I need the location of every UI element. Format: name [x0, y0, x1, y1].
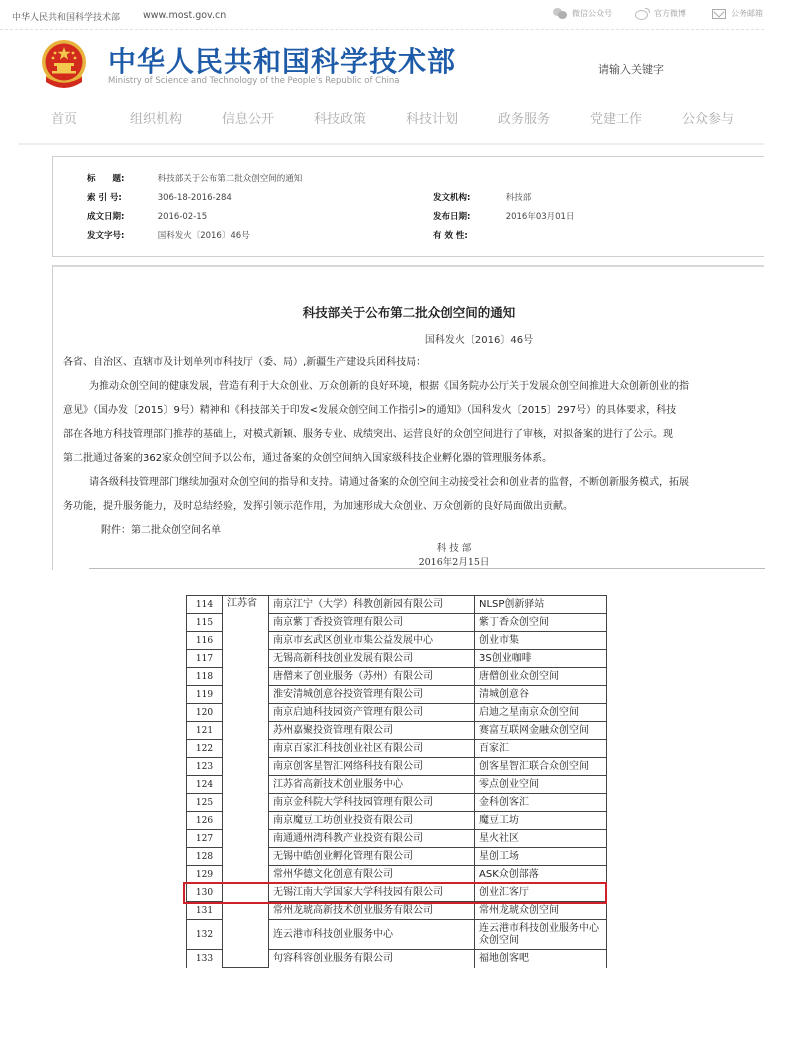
wechat-label: 微信公众号 — [572, 9, 612, 18]
mail-link[interactable] — [712, 8, 763, 19]
meta-date-label: 成文日期: — [87, 212, 125, 222]
space-name-cell: 魔豆工坊 — [475, 812, 607, 830]
main-nav — [0, 108, 802, 128]
wechat-icon — [553, 8, 567, 19]
space-name-cell: 创业汇客厅 — [475, 884, 607, 902]
meta-issuer-row — [433, 191, 531, 203]
article-paragraph-line: 为推动众创空间的健康发展，营造有利于大众创业、万众创新的良好环境，根据《国务院办公厅关于发展众创空间推进大众创新创业的指 — [89, 381, 689, 392]
space-name-cell: 常州龙琥众创空间 — [475, 902, 607, 920]
article-paragraph-line: 意见》（国办发〔2015〕9号）精神和《科技部关于印发<发展众创空间工作指引>的通知》（国科发火〔2015〕297号）的具体要求，科技 — [63, 405, 677, 416]
nav-item-plans[interactable]: 科技计划 — [406, 112, 459, 127]
article-paragraph-line: 部在各地方科技管理部门推荐的基础上，对模式新颖、服务专业、成绩突出、运营良好的众创空间进行了审核，对拟备案的进行了公示。现 — [63, 429, 673, 440]
organization-cell: 句容科容创业服务有限公司 — [269, 950, 475, 968]
meta-docno-row — [87, 229, 250, 241]
row-number: 119 — [187, 686, 223, 704]
site-url[interactable]: www.most.gov.cn — [143, 10, 227, 21]
nav-item-policy[interactable]: 科技政策 — [314, 112, 367, 127]
meta-title-value: 科技部关于公布第二批众创空间的通知 — [157, 174, 303, 184]
article-paragraph-line: 请各级科技管理部门继续加强对众创空间的指导和支持。请通过备案的众创空间主动接受社会和创业者的监督，不断创新服务模式，拓展 — [89, 477, 689, 488]
row-number: 126 — [187, 812, 223, 830]
site-logo-subtitle: Ministry of Science and Technology of the People's Republic of China — [108, 76, 400, 86]
space-name-cell: 赛富互联网金融众创空间 — [475, 722, 607, 740]
row-number: 123 — [187, 758, 223, 776]
search-input[interactable]: 请输入关键字 — [598, 63, 664, 76]
space-name-cell: 唐僧创业众创空间 — [475, 668, 607, 686]
article-salutation: 各省、自治区、直辖市及计划单列市科技厅（委、局）,新疆生产建设兵团科技局： — [63, 357, 427, 368]
space-name-cell: 清城创意谷 — [475, 686, 607, 704]
incubator-table — [186, 595, 607, 968]
mail-icon — [712, 9, 726, 19]
article-bottom-divider — [89, 568, 765, 569]
space-name-cell: 星创工场 — [475, 848, 607, 866]
province-cell: 江苏省 — [223, 596, 269, 968]
space-name-cell: 连云港市科技创业服务中心众创空间 — [475, 920, 607, 950]
article-doc-number: 国科发火〔2016〕46号 — [424, 335, 534, 346]
nav-item-information[interactable]: 信息公开 — [222, 112, 275, 127]
space-name-cell: 金科创客汇 — [475, 794, 607, 812]
article-signature: 科 技 部 — [436, 543, 472, 554]
nav-item-services[interactable]: 政务服务 — [498, 112, 551, 127]
meta-docno-label: 发文字号: — [87, 231, 125, 241]
space-name-cell: 创业市集 — [475, 632, 607, 650]
article-sign-date: 2016年2月15日 — [418, 557, 490, 568]
row-number: 124 — [187, 776, 223, 794]
space-name-cell: 零点创业空间 — [475, 776, 607, 794]
site-name: 中华人民共和国科学技术部 — [12, 13, 121, 23]
organization-cell: 无锡中皓创业孵化管理有限公司 — [269, 848, 475, 866]
organization-cell: 南京启迪科技园资产管理有限公司 — [269, 704, 475, 722]
weibo-icon — [635, 8, 649, 19]
meta-issuer-value: 科技部 — [505, 193, 532, 203]
meta-index-label: 索 引 号: — [87, 193, 122, 203]
organization-cell: 常州龙琥高新技术创业服务有限公司 — [269, 902, 475, 920]
row-number: 118 — [187, 668, 223, 686]
nav-divider — [18, 143, 764, 145]
row-number: 128 — [187, 848, 223, 866]
wechat-link[interactable] — [553, 8, 612, 19]
organization-cell: 南京百家汇科技创业社区有限公司 — [269, 740, 475, 758]
meta-title-label: 标 题: — [87, 174, 125, 184]
row-number: 117 — [187, 650, 223, 668]
row-number: 114 — [187, 596, 223, 614]
meta-docno-value: 国科发火〔2016〕46号 — [157, 231, 250, 241]
row-number: 116 — [187, 632, 223, 650]
weibo-label: 官方微博 — [654, 9, 686, 18]
organization-cell: 江苏省高新技术创业服务中心 — [269, 776, 475, 794]
organization-cell: 无锡高新科技创业发展有限公司 — [269, 650, 475, 668]
space-name-cell: 启迪之星南京众创空间 — [475, 704, 607, 722]
site-logo-title[interactable]: 中华人民共和国科学技术部 — [108, 45, 457, 78]
article-paragraph-line: 务功能，提升服务能力，及时总结经验，发挥引领示范作用，为加速形成大众创业、万众创新的良好局面做出贡献。 — [63, 501, 573, 512]
mail-label: 公务邮箱 — [731, 9, 763, 18]
organization-cell: 常州华德文化创意有限公司 — [269, 866, 475, 884]
organization-cell: 南京江宁（大学）科教创新园有限公司 — [269, 596, 475, 614]
space-name-cell: 紫丁香众创空间 — [475, 614, 607, 632]
meta-pubdate-value: 2016年03月01日 — [505, 212, 575, 222]
space-name-cell: 3S创业咖啡 — [475, 650, 607, 668]
space-name-cell: NLSP创新驿站 — [475, 596, 607, 614]
organization-cell: 南京金科院大学科技园管理有限公司 — [269, 794, 475, 812]
row-number: 121 — [187, 722, 223, 740]
row-number: 125 — [187, 794, 223, 812]
article-panel — [52, 265, 764, 570]
organization-cell: 南京创客星智汇网络科技有限公司 — [269, 758, 475, 776]
row-number: 129 — [187, 866, 223, 884]
meta-index-row — [87, 191, 232, 203]
meta-issuer-label: 发文机构: — [433, 193, 471, 203]
row-number: 122 — [187, 740, 223, 758]
top-utility-bar — [0, 0, 764, 30]
space-name-cell: 创客星智汇联合众创空间 — [475, 758, 607, 776]
space-name-cell: 福地创客吧 — [475, 950, 607, 968]
document-metadata-panel — [52, 156, 764, 257]
space-name-cell: 百家汇 — [475, 740, 607, 758]
meta-validity-label: 有 效 性: — [433, 231, 468, 241]
row-number: 131 — [187, 902, 223, 920]
organization-cell: 淮安清城创意谷投资管理有限公司 — [269, 686, 475, 704]
organization-cell: 南京紫丁香投资管理有限公司 — [269, 614, 475, 632]
meta-title-row — [87, 172, 302, 184]
space-name-cell: ASK众创部落 — [475, 866, 607, 884]
meta-pubdate-label: 发布日期: — [433, 212, 471, 222]
row-number: 132 — [187, 920, 223, 950]
article-paragraph-line: 第二批通过备案的362家众创空间予以公布，通过备案的众创空间纳入国家级科技企业孵化器的管理服务体系。 — [63, 453, 553, 464]
table-row — [187, 596, 607, 614]
attachment-link[interactable]: 附件：第二批众创空间名单 — [101, 525, 221, 536]
organization-cell: 连云港市科技创业服务中心 — [269, 920, 475, 950]
nav-item-organization[interactable]: 组织机构 — [130, 112, 183, 127]
row-number: 127 — [187, 830, 223, 848]
national-emblem-icon[interactable] — [40, 36, 88, 94]
organization-cell: 唐僧来了创业服务（苏州）有限公司 — [269, 668, 475, 686]
organization-cell: 南京市玄武区创业市集公益发展中心 — [269, 632, 475, 650]
meta-date-value: 2016-02-15 — [157, 212, 208, 222]
row-number: 115 — [187, 614, 223, 632]
row-number: 130 — [187, 884, 223, 902]
organization-cell: 无锡江南大学国家大学科技园有限公司 — [269, 884, 475, 902]
meta-pubdate-row — [433, 210, 574, 222]
space-name-cell: 星火社区 — [475, 830, 607, 848]
nav-item-party[interactable]: 党建工作 — [590, 112, 643, 127]
organization-cell: 南通通州湾科教产业投资有限公司 — [269, 830, 475, 848]
row-number: 120 — [187, 704, 223, 722]
meta-index-value: 306-18-2016-284 — [157, 193, 232, 203]
article-title: 科技部关于公布第二批众创空间的通知 — [302, 305, 516, 320]
meta-validity-row — [433, 229, 503, 241]
organization-cell: 南京魔豆工坊创业投资有限公司 — [269, 812, 475, 830]
nav-item-home[interactable]: 首页 — [51, 112, 78, 127]
weibo-link[interactable] — [635, 8, 686, 19]
meta-date-row — [87, 210, 207, 222]
row-number: 133 — [187, 950, 223, 968]
organization-cell: 苏州嘉聚投资管理有限公司 — [269, 722, 475, 740]
nav-item-public[interactable]: 公众参与 — [682, 112, 735, 127]
